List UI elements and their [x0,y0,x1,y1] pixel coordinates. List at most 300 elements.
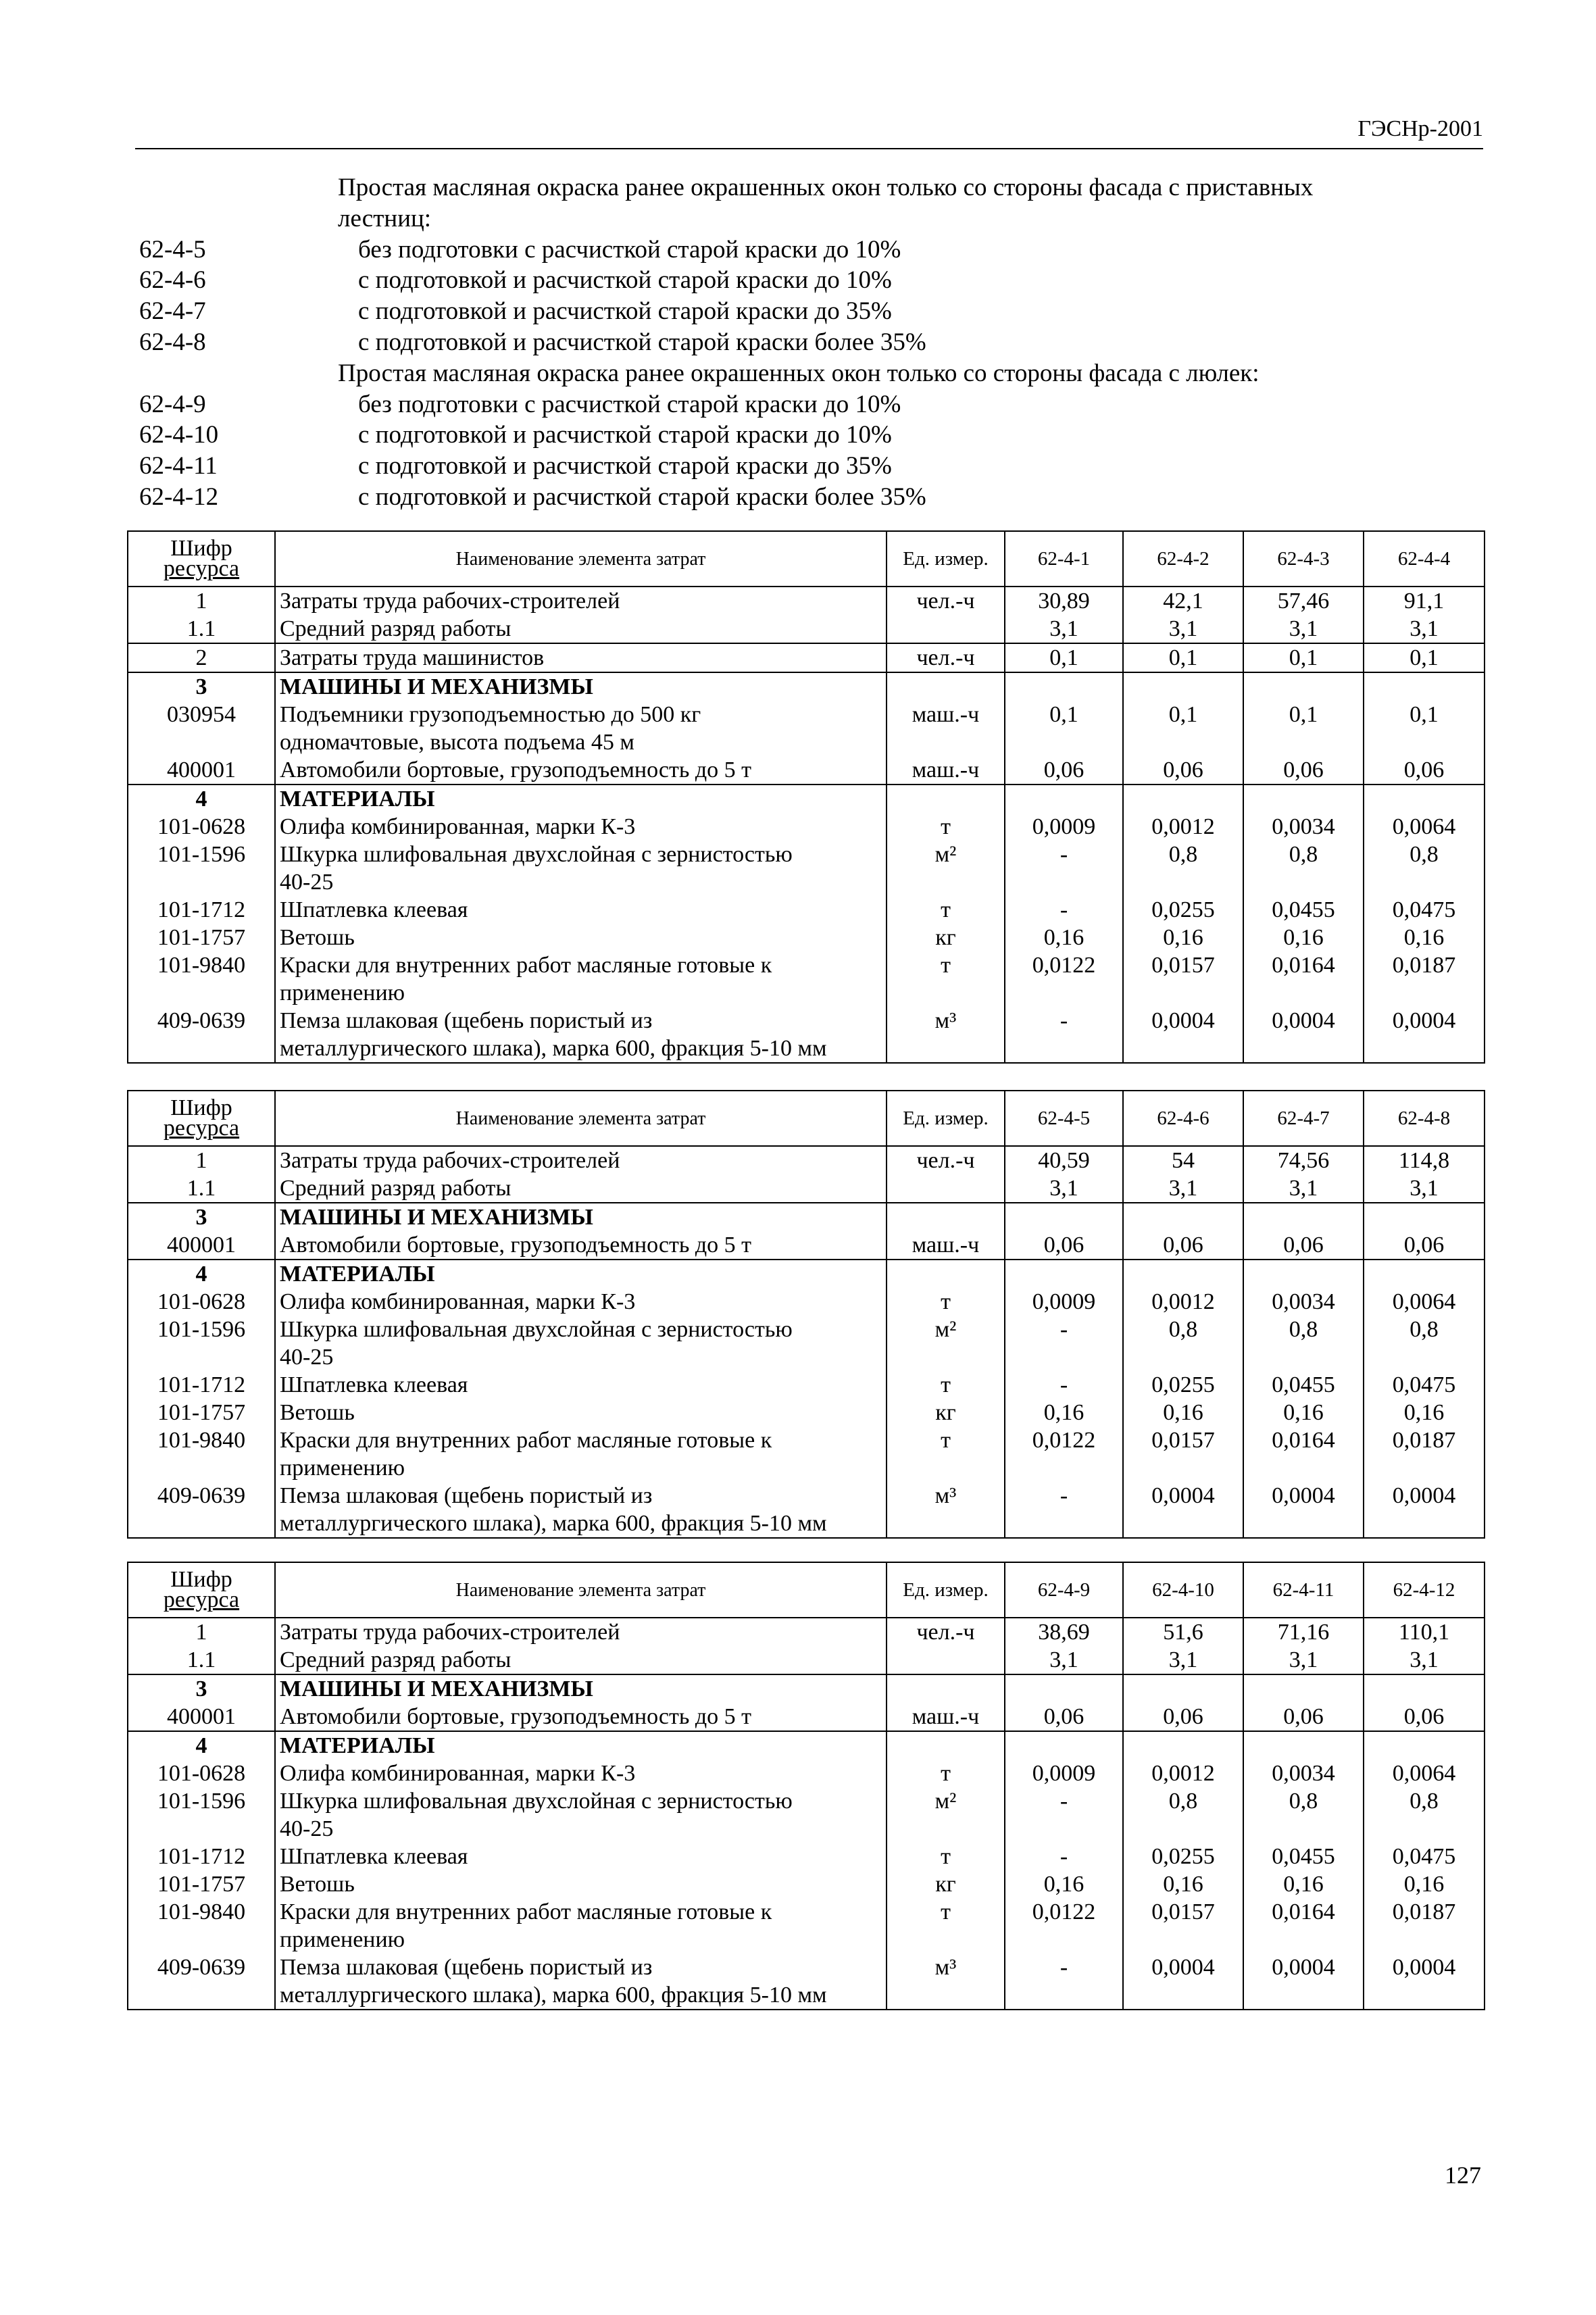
resource-value: 0,0187 [1364,1426,1485,1482]
resource-value: 0,16 [1364,1399,1485,1426]
header-norm-code: 62-4-11 [1243,1562,1364,1618]
resource-value: 0,16 [1005,924,1123,951]
resource-name-line: Шкурка шлифовальная двухслойная с зернистостью [280,1317,793,1342]
resource-name-line: Краски для внутренних работ масляные готовые к [280,1899,772,1924]
resource-value: - [1005,1482,1123,1538]
resource-value: 0,0122 [1005,1426,1123,1482]
resource-value: 0,8 [1123,1787,1243,1843]
resource-value: - [1005,841,1123,896]
resource-value: 0,0157 [1123,951,1243,1007]
norm-list-line [139,296,1484,327]
resource-unit: маш.-ч [887,701,1005,756]
resource-name-line: Ветошь [280,925,355,950]
resource-value: 0,16 [1243,1399,1364,1426]
resource-name-line: Шкурка шлифовальная двухслойная с зернистостью [280,1789,793,1814]
resource-unit [887,1260,1005,1288]
resource-value: 0,06 [1243,1231,1364,1260]
resource-value: 0,0064 [1364,813,1485,841]
resource-value: 0,0004 [1364,1953,1485,2010]
resource-name-line: МАШИНЫ И МЕХАНИЗМЫ [280,1676,593,1701]
resource-unit: м³ [887,1482,1005,1538]
resource-name [275,1174,887,1203]
table-row [128,1703,1485,1731]
resource-value [1005,1731,1123,1760]
resource-value [1005,785,1123,813]
norm-list-line [139,265,1484,296]
resource-unit: чел.-ч [887,1146,1005,1174]
table-row [128,785,1485,813]
resource-code: 1.1 [128,1646,275,1674]
resource-name [275,785,887,813]
resource-unit: т [887,813,1005,841]
resource-name-line: применению [280,1455,405,1480]
resource-value: 0,1 [1005,643,1123,672]
resource-name-line: Средний разряд работы [280,1647,512,1672]
resource-value: 0,8 [1243,1787,1364,1843]
resource-value: 0,0009 [1005,1288,1123,1316]
resource-value: 0,06 [1123,1703,1243,1731]
norm-description: с подготовкой и расчисткой старой краски до 10% [358,266,892,295]
resource-name-line: Краски для внутренних работ масляные готовые к [280,953,772,978]
table-row [128,1371,1485,1399]
resource-name-line: Автомобили бортовые, грузоподъемность до 5 т [280,1704,752,1729]
resource-code: 409-0639 [128,1953,275,2010]
table-row [128,1618,1485,1646]
resource-value: 0,8 [1123,1316,1243,1371]
table-row [128,1482,1485,1538]
resource-unit: м² [887,1787,1005,1843]
norm-group-heading: Простая масляная окраска ранее окрашенных окон только со стороны фасада с люлек: [338,359,1260,387]
header-norm-code: 62-4-4 [1364,531,1485,587]
resource-name-line: Автомобили бортовые, грузоподъемность до 5 т [280,1233,752,1258]
resource-name [275,951,887,1007]
norm-code: 62-4-12 [139,482,219,511]
resource-name-line: Пемза шлаковая (щебень пористый из [280,1483,653,1508]
resource-name-line: 40-25 [280,1816,334,1841]
resource-value: 42,1 [1123,587,1243,615]
resource-code: 3 [128,672,275,701]
table-row [128,1399,1485,1426]
resource-value: 0,8 [1243,841,1364,896]
resource-code: 101-9840 [128,1426,275,1482]
table-row [128,615,1485,643]
resource-value: 30,89 [1005,587,1123,615]
resource-name-line: МАТЕРИАЛЫ [280,1733,435,1758]
resource-value: 57,46 [1243,587,1364,615]
table-row [128,1260,1485,1288]
resource-value: 0,8 [1364,841,1485,896]
table-row [128,1231,1485,1260]
resource-value [1243,1731,1364,1760]
resource-value [1123,1260,1243,1288]
header-unit: Ед. измер. [887,1562,1005,1618]
header-cipher-line: ресурса [163,556,240,581]
resource-code: 409-0639 [128,1482,275,1538]
header-cipher-line: ресурса [163,1116,240,1141]
norm-group-heading: Простая масляная окраска ранее окрашенных окон только со стороны фасада с приставных [338,174,1314,201]
resource-value [1243,1674,1364,1703]
resource-value: 0,0064 [1364,1760,1485,1787]
resource-value: - [1005,1371,1123,1399]
norm-description: с подготовкой и расчисткой старой краски более 35% [358,482,926,511]
norm-description: без подготовки с расчисткой старой краски до 10% [358,390,901,418]
resource-name [275,1371,887,1399]
resource-value [1243,785,1364,813]
resource-code: 400001 [128,1703,275,1731]
table-row [128,924,1485,951]
resource-value: 0,06 [1364,756,1485,785]
resource-value: 0,0255 [1123,1843,1243,1870]
resource-code: 3 [128,1203,275,1231]
table-row [128,841,1485,896]
resource-value: 3,1 [1364,1174,1485,1203]
norm-description: с подготовкой и расчисткой старой краски до 35% [358,452,892,480]
resource-value: 3,1 [1005,1646,1123,1674]
resource-value: 0,0157 [1123,1898,1243,1953]
resource-value: 0,0475 [1364,896,1485,924]
resource-value: 0,0034 [1243,813,1364,841]
resource-code: 101-1596 [128,1787,275,1843]
norm-code: 62-4-5 [139,235,206,264]
header-norm-code: 62-4-2 [1123,531,1243,587]
resource-unit: кг [887,1870,1005,1898]
resource-value [1005,1674,1123,1703]
resource-unit [887,615,1005,643]
norm-list-line [139,482,1484,513]
resource-value: 0,1 [1364,701,1485,756]
resource-code: 1 [128,1618,275,1646]
header-name: Наименование элемента затрат [275,531,887,587]
norm-list-line [139,234,1484,266]
resource-value: 0,0455 [1243,1843,1364,1870]
resource-value: 0,0255 [1123,896,1243,924]
norm-list-line [139,203,1484,234]
resource-value: 0,0157 [1123,1426,1243,1482]
header-name: Наименование элемента затрат [275,1091,887,1146]
resource-unit: т [887,1843,1005,1870]
resource-name-line: Олифа комбинированная, марки К-3 [280,1289,636,1314]
resource-name-line: Пемза шлаковая (щебень пористый из [280,1955,653,1980]
resource-value: - [1005,1316,1123,1371]
resource-unit: т [887,1288,1005,1316]
resource-value: 0,06 [1364,1231,1485,1260]
norm-group-heading: лестниц: [338,204,432,232]
resource-name-line: Ветошь [280,1872,355,1897]
table-row [128,1146,1485,1174]
resource-value: 0,16 [1123,924,1243,951]
resource-unit: т [887,951,1005,1007]
resource-value: 0,16 [1243,1870,1364,1898]
resource-name [275,1426,887,1482]
resource-value: 71,16 [1243,1618,1364,1646]
table-row [128,1787,1485,1843]
resource-code: 409-0639 [128,1007,275,1063]
resource-value: 0,0164 [1243,1898,1364,1953]
header-norm-code: 62-4-7 [1243,1091,1364,1146]
resource-value: 0,0455 [1243,1371,1364,1399]
resource-name [275,1898,887,1953]
resource-value [1005,1260,1123,1288]
norm-list-line [139,420,1484,451]
resource-value: 0,0164 [1243,1426,1364,1482]
resource-name [275,1007,887,1063]
resource-value: 3,1 [1364,615,1485,643]
resource-name [275,841,887,896]
resource-value [1364,1674,1485,1703]
resource-value: 0,0004 [1364,1482,1485,1538]
resource-unit: м² [887,1316,1005,1371]
header-norm-code: 62-4-8 [1364,1091,1485,1146]
resource-table-2 [127,1090,1485,1539]
resource-name-line: одномачтовые, высота подъема 45 м [280,730,634,755]
header-cipher-line: Шифр [170,1567,232,1592]
norm-list [139,172,1484,513]
document-code: ГЭСНр-2001 [1357,116,1483,141]
resource-name-line: Шпатлевка клеевая [280,1372,468,1397]
norm-code: 62-4-6 [139,266,206,295]
table-row [128,1316,1485,1371]
resource-code: 101-1757 [128,1399,275,1426]
table-row [128,1731,1485,1760]
resource-unit [887,1203,1005,1231]
resource-code: 101-0628 [128,1288,275,1316]
resource-name-line: металлургического шлака), марка 600, фракция 5-10 мм [280,1983,827,2008]
resource-value: 0,0004 [1364,1007,1485,1063]
resource-value: 3,1 [1243,1174,1364,1203]
resource-unit: маш.-ч [887,1231,1005,1260]
resource-code: 101-1596 [128,1316,275,1371]
resource-value: 0,06 [1123,756,1243,785]
resource-name-line: Затраты труда машинистов [280,645,545,670]
norm-list-line [139,358,1484,389]
resource-value: 0,0455 [1243,896,1364,924]
resource-value [1123,1203,1243,1231]
resource-code: 101-1757 [128,1870,275,1898]
resource-code: 030954 [128,701,275,756]
resource-value: 3,1 [1123,1174,1243,1203]
norm-description: без подготовки с расчисткой старой краски до 10% [358,235,901,264]
resource-name [275,1399,887,1426]
resource-value [1243,672,1364,701]
resource-name-line: металлургического шлака), марка 600, фракция 5-10 мм [280,1511,827,1536]
header-norm-code: 62-4-10 [1123,1562,1243,1618]
table-row [128,1203,1485,1231]
resource-name-line: Олифа комбинированная, марки К-3 [280,1761,636,1786]
resource-value: 0,06 [1364,1703,1485,1731]
resource-value: 0,8 [1364,1316,1485,1371]
norm-description: с подготовкой и расчисткой старой краски до 35% [358,297,892,326]
resource-value: - [1005,896,1123,924]
resource-unit: т [887,1760,1005,1787]
resource-name [275,672,887,701]
resource-value: 0,0187 [1364,1898,1485,1953]
resource-value: 91,1 [1364,587,1485,615]
resource-name [275,1482,887,1538]
resource-value: 0,0009 [1005,1760,1123,1787]
resource-value: 3,1 [1123,1646,1243,1674]
table-header-row [128,1562,1485,1618]
resource-value [1243,1203,1364,1231]
resource-unit: т [887,1898,1005,1953]
resource-value: 0,0475 [1364,1843,1485,1870]
table-row [128,1174,1485,1203]
resource-value [1243,1260,1364,1288]
resource-code: 400001 [128,1231,275,1260]
norm-code: 62-4-8 [139,328,206,356]
resource-value: 0,1 [1243,643,1364,672]
resource-value: 0,1 [1123,701,1243,756]
norm-code: 62-4-11 [139,452,218,480]
header-norm-code: 62-4-1 [1005,531,1123,587]
resource-name-line: Олифа комбинированная, марки К-3 [280,814,636,839]
resource-code: 101-1712 [128,1843,275,1870]
resource-name-line: Шкурка шлифовальная двухслойная с зернистостью [280,842,793,867]
resource-name [275,896,887,924]
resource-name [275,1288,887,1316]
table-row [128,896,1485,924]
resource-value: 51,6 [1123,1618,1243,1646]
norm-code: 62-4-9 [139,390,206,418]
resource-code: 1.1 [128,1174,275,1203]
resource-value: 0,06 [1243,756,1364,785]
norm-list-line [139,327,1484,358]
table-row [128,1760,1485,1787]
resource-value: 0,1 [1364,643,1485,672]
resource-name [275,924,887,951]
resource-value: 54 [1123,1146,1243,1174]
resource-code: 1.1 [128,615,275,643]
resource-value: 0,16 [1364,1870,1485,1898]
resource-name [275,1760,887,1787]
resource-value: 0,0009 [1005,813,1123,841]
resource-value: 0,16 [1243,924,1364,951]
header-cipher-line: Шифр [170,1095,232,1120]
resource-name [275,756,887,785]
resource-value: 0,06 [1243,1703,1364,1731]
resource-unit: кг [887,924,1005,951]
table-row [128,951,1485,1007]
resource-name-line: металлургического шлака), марка 600, фракция 5-10 мм [280,1036,827,1061]
resource-value: 0,16 [1123,1399,1243,1426]
resource-value: 114,8 [1364,1146,1485,1174]
header-cipher [128,1091,275,1146]
resource-unit: чел.-ч [887,1618,1005,1646]
resource-value: 110,1 [1364,1618,1485,1646]
resource-value: 0,0004 [1243,1953,1364,2010]
header-unit: Ед. измер. [887,1091,1005,1146]
resource-value: 74,56 [1243,1146,1364,1174]
table-header-row [128,531,1485,587]
header-norm-code: 62-4-3 [1243,531,1364,587]
resource-value: 0,0064 [1364,1288,1485,1316]
resource-code: 101-1596 [128,841,275,896]
resource-unit [887,672,1005,701]
resource-unit [887,1731,1005,1760]
resource-value: 0,0012 [1123,1760,1243,1787]
resource-code: 101-1712 [128,896,275,924]
resource-code: 4 [128,1731,275,1760]
resource-name [275,813,887,841]
resource-unit [887,1646,1005,1674]
resource-name [275,1146,887,1174]
resource-name [275,1731,887,1760]
table-row [128,1953,1485,2010]
resource-name [275,1870,887,1898]
resource-value: 0,0004 [1123,1007,1243,1063]
resource-value: 0,0012 [1123,813,1243,841]
norm-code: 62-4-10 [139,421,219,449]
header-cipher-line: Шифр [170,536,232,561]
norm-list-line [139,389,1484,420]
resource-value: 0,0004 [1123,1482,1243,1538]
resource-name-line: МАШИНЫ И МЕХАНИЗМЫ [280,1205,593,1230]
resource-code: 101-9840 [128,1898,275,1953]
table-row [128,1426,1485,1482]
resource-unit: кг [887,1399,1005,1426]
resource-code: 4 [128,785,275,813]
resource-name [275,1674,887,1703]
table-row [128,1870,1485,1898]
resource-value: - [1005,1787,1123,1843]
resource-unit [887,1174,1005,1203]
resource-value: 3,1 [1005,615,1123,643]
resource-unit: чел.-ч [887,587,1005,615]
resource-value: 0,16 [1364,924,1485,951]
resource-unit: м³ [887,1953,1005,2010]
resource-name [275,1260,887,1288]
header-rule [135,148,1483,149]
header-norm-code: 62-4-5 [1005,1091,1123,1146]
table-row [128,1646,1485,1674]
resource-value [1123,1731,1243,1760]
resource-value: 0,1 [1005,701,1123,756]
table-row [128,756,1485,785]
resource-value: - [1005,1843,1123,1870]
resource-value: - [1005,1953,1123,2010]
resource-value: 0,16 [1123,1870,1243,1898]
resource-code: 101-9840 [128,951,275,1007]
header-norm-code: 62-4-12 [1364,1562,1485,1618]
resource-value [1005,672,1123,701]
resource-value: 0,1 [1243,701,1364,756]
resource-unit: маш.-ч [887,756,1005,785]
table-row [128,1007,1485,1063]
resource-name-line: МАШИНЫ И МЕХАНИЗМЫ [280,674,593,699]
resource-name-line: Краски для внутренних работ масляные готовые к [280,1428,772,1453]
resource-name [275,1787,887,1843]
resource-name-line: Пемза шлаковая (щебень пористый из [280,1008,653,1033]
resource-code: 2 [128,643,275,672]
resource-code: 101-0628 [128,813,275,841]
resource-value: 0,8 [1123,841,1243,896]
table-row [128,1843,1485,1870]
resource-value: 0,0034 [1243,1288,1364,1316]
resource-code: 1 [128,587,275,615]
resource-unit: м³ [887,1007,1005,1063]
resource-value: 0,0122 [1005,951,1123,1007]
resource-name-line: Автомобили бортовые, грузоподъемность до 5 т [280,757,752,782]
resource-name [275,1316,887,1371]
resource-value: 3,1 [1364,1646,1485,1674]
resource-value: 3,1 [1243,615,1364,643]
resource-name-line: 40-25 [280,1345,334,1370]
resource-name-line: Средний разряд работы [280,1176,512,1201]
resource-value: 0,0122 [1005,1898,1123,1953]
resource-table-1 [127,530,1485,1064]
header-unit: Ед. измер. [887,531,1005,587]
table-header-row [128,1091,1485,1146]
resource-name [275,587,887,615]
